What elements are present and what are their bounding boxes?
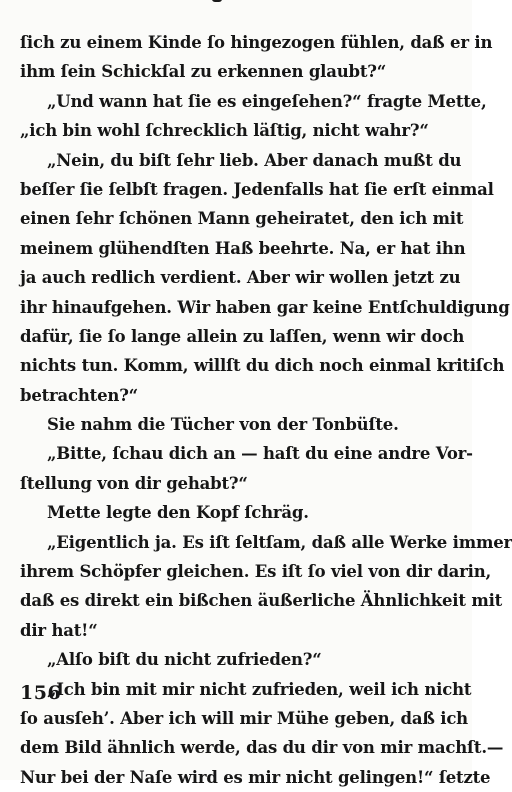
text-line: ſo ausſeh’. Aber ich will mir Mühe geben, daß ich xyxy=(20,708,468,728)
text-line: meinem glühendſten Haß beehrte. Na, er hat ihn xyxy=(20,238,466,258)
text-line: ihrem Schöpfer gleichen. Es iſt ſo viel von dir darin, xyxy=(20,562,492,582)
text-line: dafür, ſie ſo lange allein zu laſſen, wenn wir doch xyxy=(20,326,465,346)
text-line: nichts tun. Komm, willſt du dich noch einmal kritiſch xyxy=(20,356,505,376)
text-line: ihm ſein Schickſal zu erkennen glaubt?“ xyxy=(20,62,387,82)
text-line: ſtellung von dir gehabt?“ xyxy=(20,473,248,493)
text-line: „Alſo biſt du nicht zufrieden?“ xyxy=(47,650,322,670)
text-line: „Nein, du biſt ſehr lieb. Aber danach mußt du xyxy=(47,150,462,170)
text-line: „Eigentlich ja. Es iſt ſeltſam, daß alle Werke immer xyxy=(47,532,512,552)
text-line: „Ich bin mit mir nicht zufrieden, weil ich nicht xyxy=(47,679,472,699)
text-line: „Bitte, ſchau dich an — haſt du eine andre Vor- xyxy=(47,444,473,464)
text-line: ja auch redlich verdient. Aber wir wollen jetzt zu xyxy=(20,268,461,288)
body-text xyxy=(20,28,512,792)
text-line: dir hat!“ xyxy=(20,620,98,640)
page-number: 156 xyxy=(20,682,62,704)
text-line: betrachten?“ xyxy=(20,385,138,405)
text-line: „Und wann hat ſie es eingeſehen?“ fragte Mette, xyxy=(47,91,487,111)
text-line: ſich zu einem Kinde ſo hingezogen fühlen, daß er in xyxy=(20,33,493,52)
text-line: „ich bin wohl ſchrecklich läſtig, nicht wahr?“ xyxy=(20,121,429,141)
text-line: Nur bei der Naſe wird es mir nicht gelingen!“ ſetzte xyxy=(20,767,491,787)
text-line: Mette legte den Kopf ſchräg. xyxy=(47,503,309,523)
text-line: dem Bild ähnlich werde, das du dir von mir machſt.— xyxy=(20,738,504,758)
header-mark xyxy=(212,0,222,2)
text-line: ihr hinaufgehen. Wir haben gar keine Entſchuldigung xyxy=(20,297,510,317)
text-line: daß es direkt ein bißchen äußerliche Ähnlichkeit mit xyxy=(20,591,503,611)
text-line: einen ſehr ſchönen Mann geheiratet, den ich mit xyxy=(20,209,464,229)
text-line: beſſer ſie ſelbſt fragen. Jedenfalls hat ſie erſt einmal xyxy=(20,179,494,199)
text-line: Sie nahm die Tücher von der Tonbüſte. xyxy=(47,415,399,435)
